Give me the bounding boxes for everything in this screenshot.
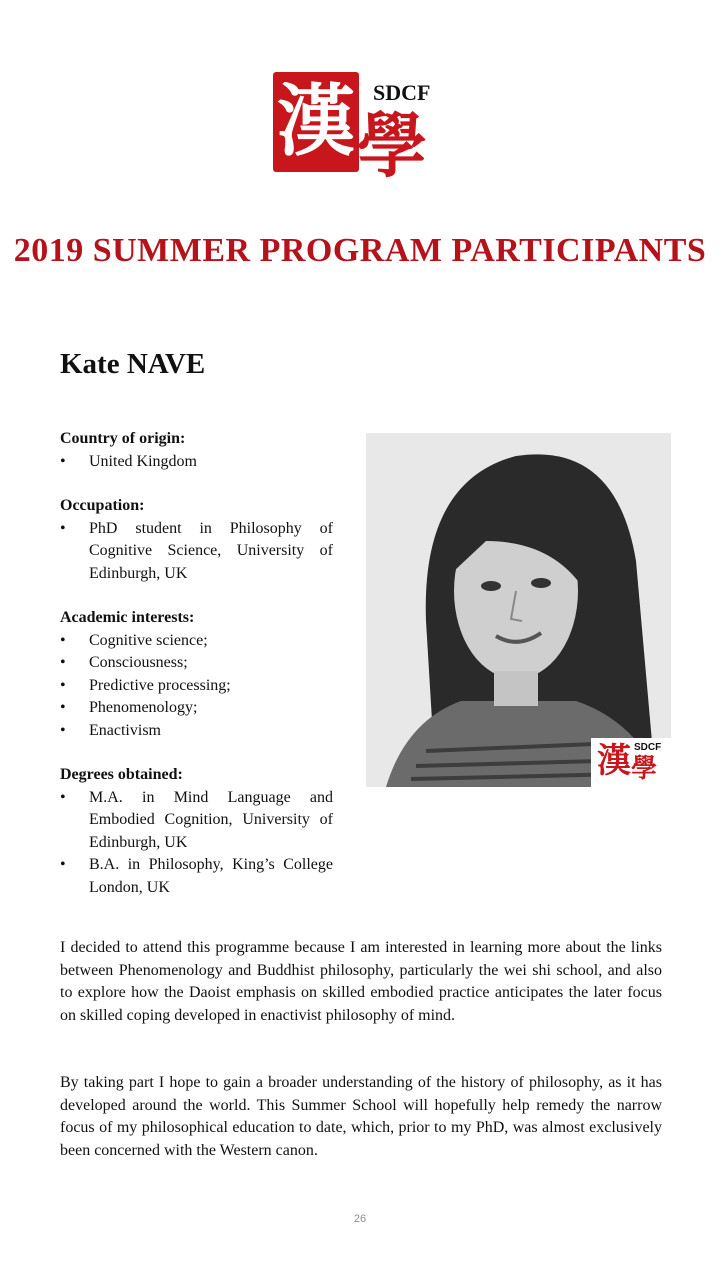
section-heading: Country of origin: [60,430,186,447]
logo-seal-char: 漢 [276,78,355,165]
page-title: 2019 SUMMER PROGRAM PARTICIPANTS [13,232,707,269]
statement-paragraph: I decided to attend this programme because I am interested in learning more about the links between Phenomenology and Buddhist philosophy, particularly the wei shi school, and also to explore how the Daoist emphasis on skilled embodied practice anticipates the later focus on skilled coping developed in enactivist philosophy of mind. [60,939,662,1024]
list-item: • Predictive processing; [60,675,333,698]
participant-info [60,428,333,921]
section-interests [60,607,333,742]
bullet-list [60,518,333,586]
participant-name: Kate NAVE [60,348,206,380]
list-item: • United Kingdom [60,451,333,474]
logo-abbr: SDCF [373,80,431,105]
list-item: • Cognitive science; [60,630,333,653]
section-country [60,428,333,473]
section-heading: Degrees obtained: [60,766,183,783]
sdcf-badge [591,738,671,788]
list-item: • M.A. in Mind Language and Embodied Cognition, University of Edinburgh, UK [60,787,333,855]
list-item: • PhD student in Philosophy of Cognitive Science, University of Edinburgh, UK [60,518,333,586]
logo-char: 學 [357,109,427,186]
page-number: 26 [353,1213,367,1225]
badge-char: 學 [631,754,658,783]
list-item: • Phenomenology; [60,697,333,720]
sdcf-logo [273,72,453,192]
badge-char: 漢 [597,743,631,780]
bullet-list [60,630,333,743]
list-item: • Consciousness; [60,652,333,675]
bullet-list [60,787,333,900]
section-heading: Academic interests: [60,609,195,626]
statement-paragraph: By taking part I hope to gain a broader understanding of the history of philosophy, as it has developed around the world. This Summer School will hopefully help remedy the narrow focus of my philosophical education to date, which, prior to my PhD, was almost exclusively been concerned with the Western canon. [60,1074,662,1159]
list-item: • B.A. in Philosophy, King’s College London, UK [60,854,333,899]
portrait-illustration [366,421,671,787]
section-degrees [60,764,333,899]
bullet-list [60,451,333,474]
section-occupation [60,495,333,585]
badge-abbr: SDCF [634,742,662,753]
section-heading: Occupation: [60,497,145,514]
list-item: • Enactivism [60,720,333,743]
participant-photo [366,421,671,787]
